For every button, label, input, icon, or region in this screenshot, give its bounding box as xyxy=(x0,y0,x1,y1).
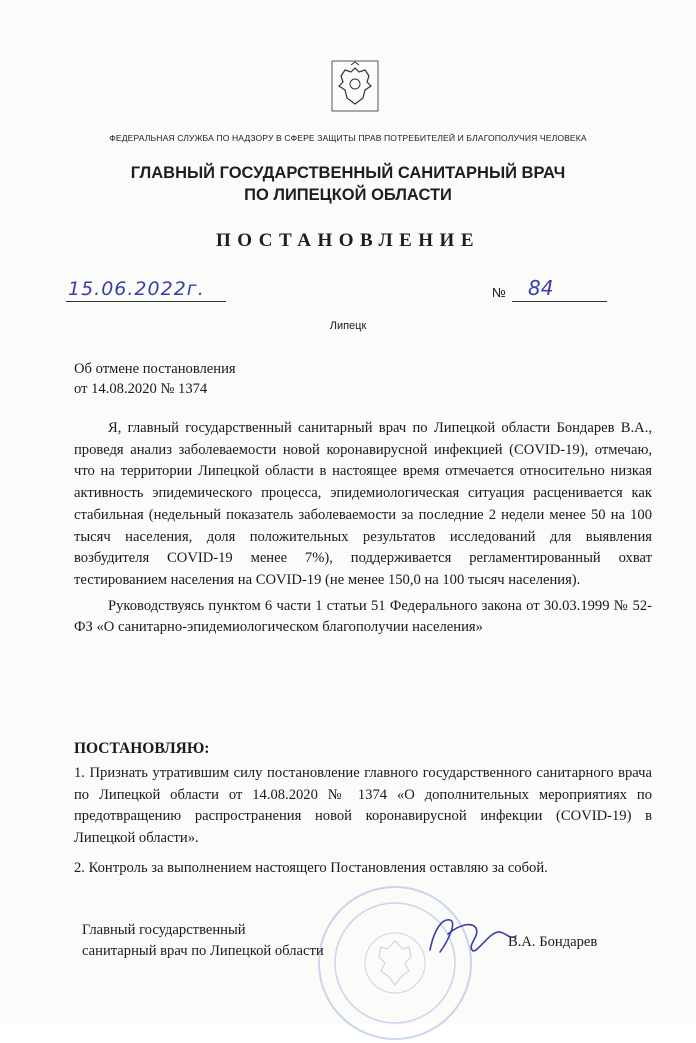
decree-item-2: 2. Контроль за выполнением настоящего Постановления оставляю за собой. xyxy=(74,859,548,876)
date-underline xyxy=(66,301,226,302)
official-title-line2: ПО ЛИПЕЦКОЙ ОБЛАСТИ xyxy=(244,186,452,204)
document-subject xyxy=(74,359,236,399)
document-number: 84 xyxy=(528,276,554,300)
decree-item-1: 1. Признать утратившим силу постановление главного государственного санитарного врача по Липецкой области от 14.08.2020 № 1374 «О дополнительных мероприятиях по предотвращению распространения новой коронавирусной инфекции (COVID-19) в Липецкой области». xyxy=(74,765,652,847)
signatory-title-line2: санитарный врач по Липецкой области xyxy=(82,943,324,959)
signatory-title-line1: Главный государственный xyxy=(82,922,246,938)
decree-heading: ПОСТАНОВЛЯЮ: xyxy=(74,740,210,757)
subject-line2: от 14.08.2020 № 1374 xyxy=(74,381,208,397)
signatory-title xyxy=(82,920,324,962)
decree-items xyxy=(74,763,652,888)
handwritten-signature xyxy=(420,910,520,962)
city-name: Липецк xyxy=(329,320,367,332)
official-title-line1: ГЛАВНЫЙ ГОСУДАРСТВЕННЫЙ САНИТАРНЫЙ ВРАЧ xyxy=(130,164,566,182)
number-label: № xyxy=(492,285,506,300)
signatory-name: В.А. Бондарев xyxy=(508,934,598,950)
document-body xyxy=(74,418,652,643)
document-type-heading: ПОСТАНОВЛЕНИЕ xyxy=(215,230,481,251)
subject-line1: Об отмене постановления xyxy=(74,361,236,377)
official-stamp-seal xyxy=(315,883,475,1043)
body-paragraph-2: Руководствуясь пунктом 6 части 1 статьи 51 Федерального закона от 30.03.1999 № 52-ФЗ «О санитарно-эпидемиологическом благополучии населения» xyxy=(74,597,652,636)
body-paragraph-1: Я, главный государственный санитарный врач по Липецкой области Бондарев В.А., проведя анализ заболеваемости новой коронавирусной инфекцией (COVID-19), отмечаю, что на территории Липецкой области в настоящее время отмечается относительно низкая активность эпидемического процесса, эпидемиологическая ситуация расценивается как стабильная (недельный показатель заболеваемости за последние 2 недели менее 50 на 100 тысяч населения, доля положительных результатов исследований для выявления возбудителя COVID-19 менее 7%), поддерживается регламентированный охват тестированием населения на COVID-19 (не менее 150,0 на 100 тысяч населения). xyxy=(74,420,652,588)
document-date: 15.06.2022г. xyxy=(68,278,205,300)
coat-of-arms-emblem xyxy=(331,60,379,112)
agency-name: ФЕДЕРАЛЬНАЯ СЛУЖБА ПО НАДЗОРУ В СФЕРЕ ЗАЩИТЫ ПРАВ ПОТРЕБИТЕЛЕЙ И БЛАГОПОЛУЧИЯ ЧЕЛОВЕКА xyxy=(109,133,587,143)
official-title xyxy=(0,162,696,206)
number-underline xyxy=(512,301,607,302)
